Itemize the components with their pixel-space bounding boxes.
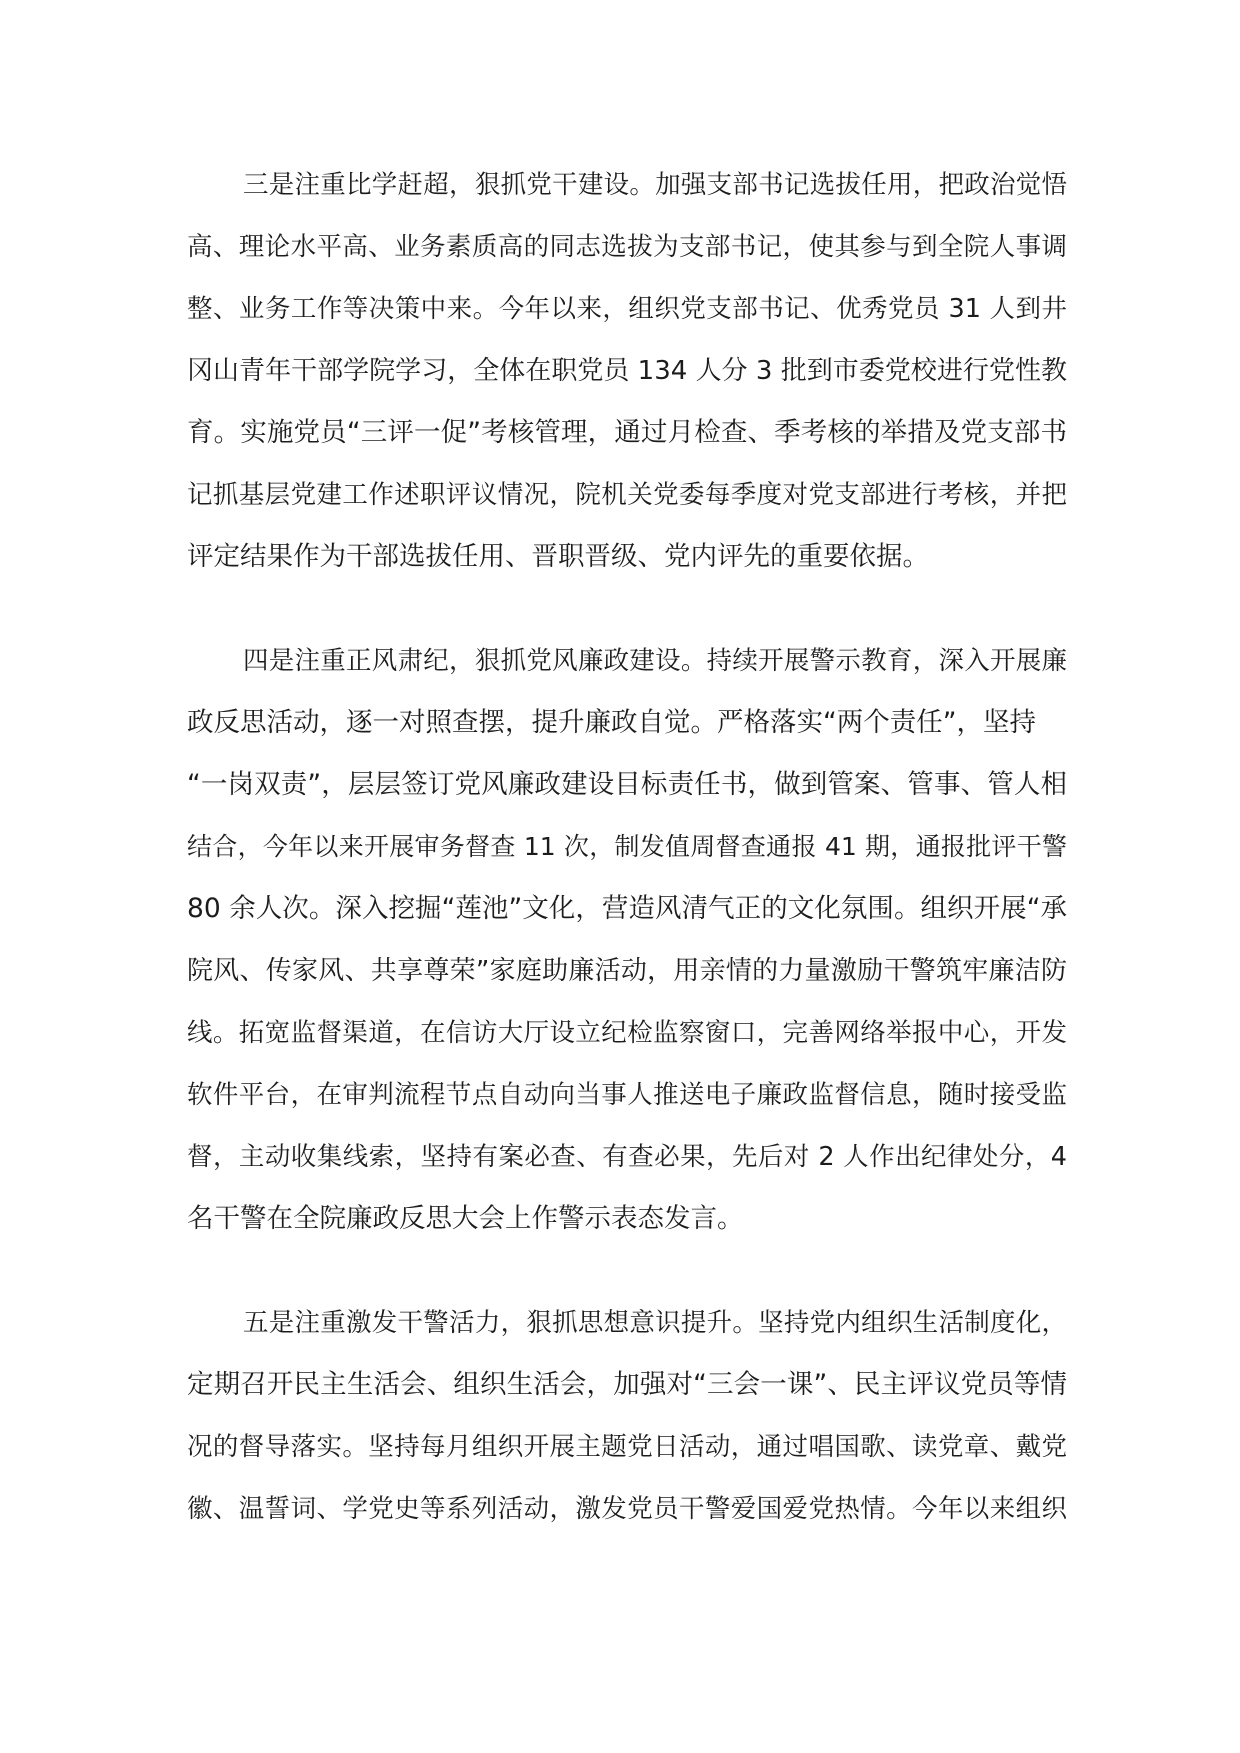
- paragraph-line: 育。实施党员“三评一促”考核管理，通过月检查、季考核的举措及党支部书: [187, 417, 1067, 448]
- paragraph-line: 五是注重激发干警活力，狠抓思想意识提升。坚持党内组织生活制度化，: [243, 1308, 1067, 1338]
- paragraph-line: 督，主动收集线索，坚持有案必查、有查必果，先后对 2 人作出纪律处分，4: [187, 1142, 1067, 1172]
- paragraph-line: 评定结果作为干部选拔任用、晋职晋级、党内评先的重要依据。: [187, 541, 929, 572]
- paragraph-line: 整、业务工作等决策中来。今年以来，组织党支部书记、优秀党员 31 人到井: [187, 294, 1067, 324]
- paragraph-line: 定期召开民主生活会、组织生活会，加强对“三会一课”、民主评议党员等情: [187, 1369, 1067, 1400]
- paragraph-line: 冈山青年干部学院学习，全体在职党员 134 人分 3 批到市委党校进行党性教: [187, 356, 1067, 386]
- paragraph-line: 软件平台，在审判流程节点自动向当事人推送电子廉政监督信息，随时接受监: [187, 1080, 1067, 1110]
- paragraph-line: 名干警在全院廉政反思大会上作警示表态发言。: [187, 1203, 744, 1234]
- paragraph-line: 四是注重正风肃纪，狠抓党风廉政建设。持续开展警示教育，深入开展廉: [243, 646, 1067, 676]
- paragraph-line: 院风、传家风、共享尊荣”家庭助廉活动，用亲情的力量激励干警筑牢廉洁防: [187, 956, 1067, 986]
- paragraph-line: 况的督导落实。坚持每月组织开展主题党日活动，通过唱国歌、读党章、戴党: [187, 1432, 1067, 1462]
- paragraph-line: 记抓基层党建工作述职评议情况，院机关党委每季度对党支部进行考核，并把: [187, 480, 1067, 510]
- paragraph-line: 政反思活动，逐一对照查摆，提升廉政自觉。严格落实“两个责任”，坚持: [187, 707, 1036, 738]
- paragraph-line: 徽、温誓词、学党史等系列活动，激发党员干警爱国爱党热情。今年以来组织: [187, 1494, 1067, 1524]
- paragraph-line: 线。拓宽监督渠道，在信访大厅设立纪检监察窗口，完善网络举报中心，开发: [187, 1018, 1067, 1048]
- paragraph-line: “一岗双责”，层层签订党风廉政建设目标责任书，做到管案、管事、管人相: [187, 769, 1067, 800]
- paragraph-line: 80 余人次。深入挖掘“莲池”文化，营造风清气正的文化氛围。组织开展“承: [187, 893, 1067, 924]
- paragraph-line: 三是注重比学赶超，狠抓党干建设。加强支部书记选拔任用，把政治觉悟: [243, 170, 1067, 200]
- paragraph-line: 结合，今年以来开展审务督查 11 次，制发值周督查通报 41 期，通报批评干警: [187, 832, 1067, 861]
- paragraph-line: 高、理论水平高、业务素质高的同志选拔为支部书记，使其参与到全院人事调: [187, 232, 1067, 262]
